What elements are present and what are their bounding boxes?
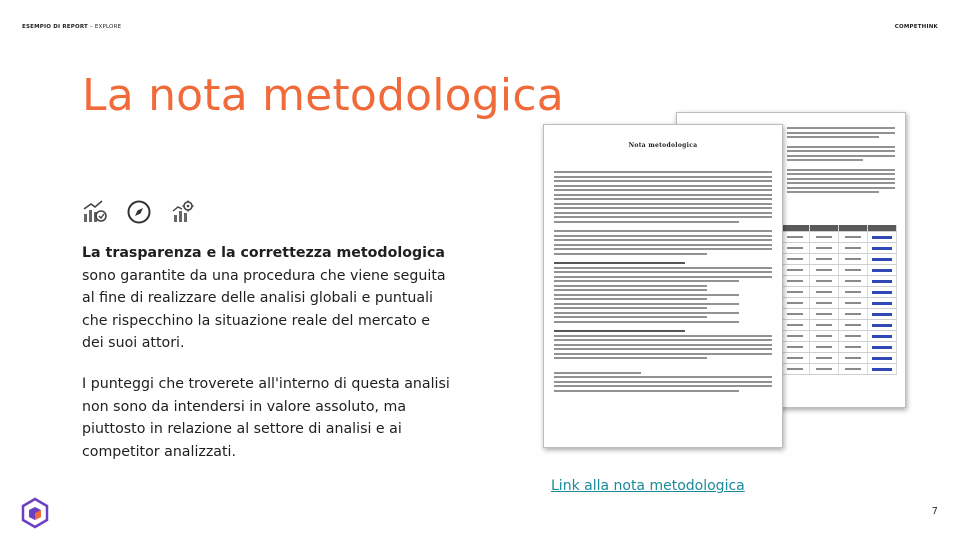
compass-icon bbox=[126, 199, 152, 225]
methodology-note-link[interactable]: Link alla nota metodologica bbox=[551, 478, 745, 494]
scores-paragraph: I punteggi che troverete all'interno di questa analisi non sono da intendersi in valore assoluto, ma piuttosto in relazione al settore di analisi e ai competitor analizzati. bbox=[82, 376, 450, 460]
page-number: 7 bbox=[931, 506, 938, 517]
document-front-text bbox=[554, 171, 772, 394]
transparency-bold: La trasparenza e la correttezza metodologica bbox=[82, 245, 445, 261]
icon-row bbox=[82, 199, 196, 225]
transparency-rest: sono garantite da una procedura che viene seguita al fine di realizzare delle analisi globali e puntuali che rispecchino la situazione reale del mercato e dei suoi attori. bbox=[82, 267, 446, 351]
document-page-front bbox=[543, 124, 783, 448]
report-label-rest: – EXPLORE bbox=[87, 24, 122, 30]
report-label bbox=[22, 24, 121, 30]
document-title: Nota metodologica bbox=[628, 142, 698, 149]
report-label-bold: ESEMPIO DI REPORT bbox=[22, 24, 88, 30]
company-logo bbox=[18, 496, 52, 530]
document-back-table bbox=[781, 225, 897, 375]
brand-name: COMPETHINK bbox=[894, 24, 938, 30]
growth-chart-icon bbox=[82, 199, 108, 225]
transparency-paragraph bbox=[82, 242, 452, 355]
document-back-text-top bbox=[787, 127, 895, 196]
page-title: La nota metodologica bbox=[82, 70, 564, 121]
gears-chart-icon bbox=[170, 199, 196, 225]
